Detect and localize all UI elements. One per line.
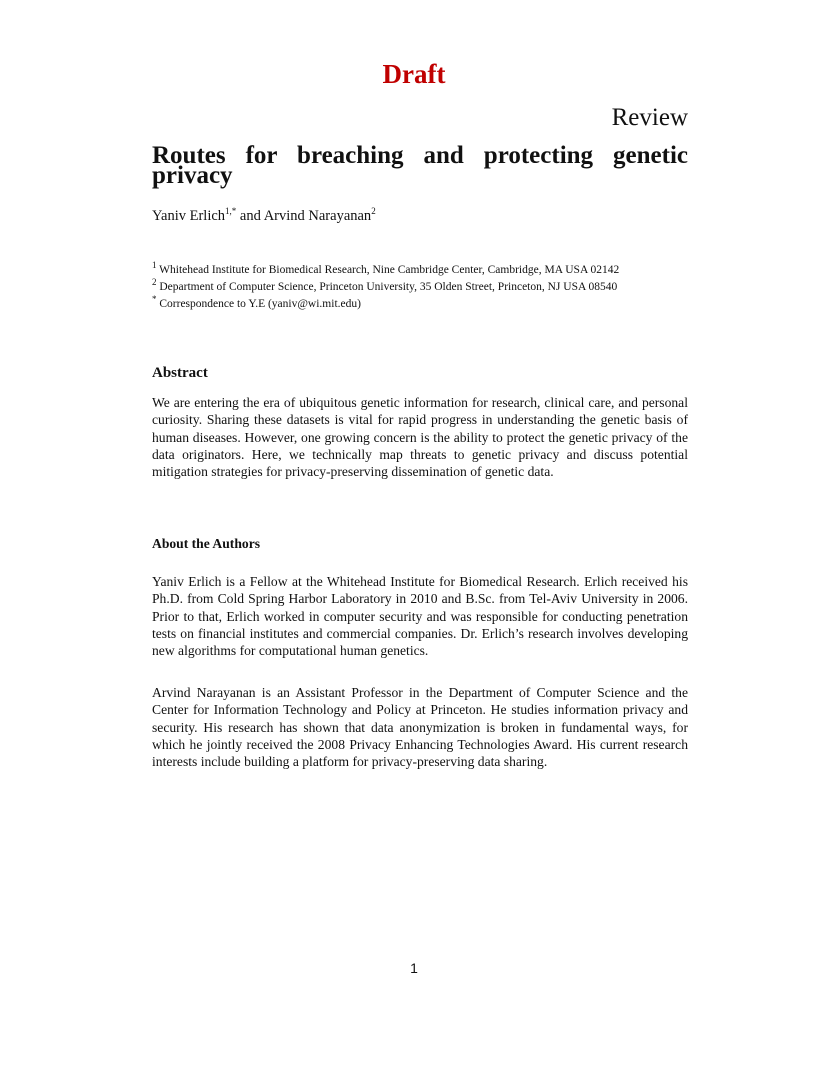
affiliation-text: Whitehead Institute for Biomedical Research, Nine Cambridge Center, Cambridge, MA USA 02142 xyxy=(156,264,620,276)
author-2-marks: 2 xyxy=(371,206,376,217)
correspondence-text: Correspondence to Y.E (yaniv@wi.mit.edu) xyxy=(156,298,361,310)
affiliation-mark: * xyxy=(152,294,157,305)
affiliation-mark: 1 xyxy=(152,260,157,271)
review-label: Review xyxy=(611,104,688,131)
bio-erlich: Yaniv Erlich is a Fellow at the Whitehead Institute for Biomedical Research. Erlich received his Ph.D. from Cold Spring Harbor Laboratory in 2010 and B.Sc. from Tel-Aviv University in 2006. Prior to that, Erlich worked in computer security and was responsible for conducting penetration tests on financial institutes and commercial companies. Dr. Erlich’s research involves developing new algorithms for computational human genetics. xyxy=(152,574,688,659)
author-1-name: Yaniv Erlich xyxy=(152,208,226,224)
affiliations xyxy=(152,262,692,313)
affiliation-mark: 2 xyxy=(152,277,157,288)
about-authors-heading: About the Authors xyxy=(152,536,261,551)
correspondence-note xyxy=(152,296,692,313)
author-2-name: Arvind Narayanan xyxy=(263,208,372,224)
affiliation-2 xyxy=(152,279,692,296)
author-connector: and xyxy=(236,208,264,224)
bio-narayanan: Arvind Narayanan is an Assistant Professor in the Department of Computer Science and the Center for Information Technology and Policy at Princeton. He studies information privacy and security. His research has shown that data anonymization is broken in fundamental ways, for which he jointly received the 2008 Privacy Enhancing Technologies Award. His current research interests include building a platform for privacy-preserving data sharing. xyxy=(152,685,688,770)
affiliation-text: Department of Computer Science, Princeton University, 35 Olden Street, Princeton, NJ USA 08540 xyxy=(156,281,618,293)
affiliation-1 xyxy=(152,262,692,279)
author-line xyxy=(152,207,376,225)
abstract-body: We are entering the era of ubiquitous genetic information for research, clinical care, and personal curiosity. Sharing these datasets is vital for rapid progress in understanding the genetic basis of human diseases. However, one growing concern is the ability to protect the genetic privacy of the data originators. Here, we technically map threats to genetic privacy and discuss potential mitigation strategies for privacy-preserving dissemination of genetic data. xyxy=(152,395,688,480)
page-number: 1 xyxy=(410,960,418,976)
author-1-marks: 1,* xyxy=(225,206,237,217)
paper-title: Routes for breaching and protecting genetic privacy xyxy=(152,142,688,189)
draft-watermark-label: Draft xyxy=(382,59,446,89)
abstract-heading: Abstract xyxy=(152,365,208,381)
